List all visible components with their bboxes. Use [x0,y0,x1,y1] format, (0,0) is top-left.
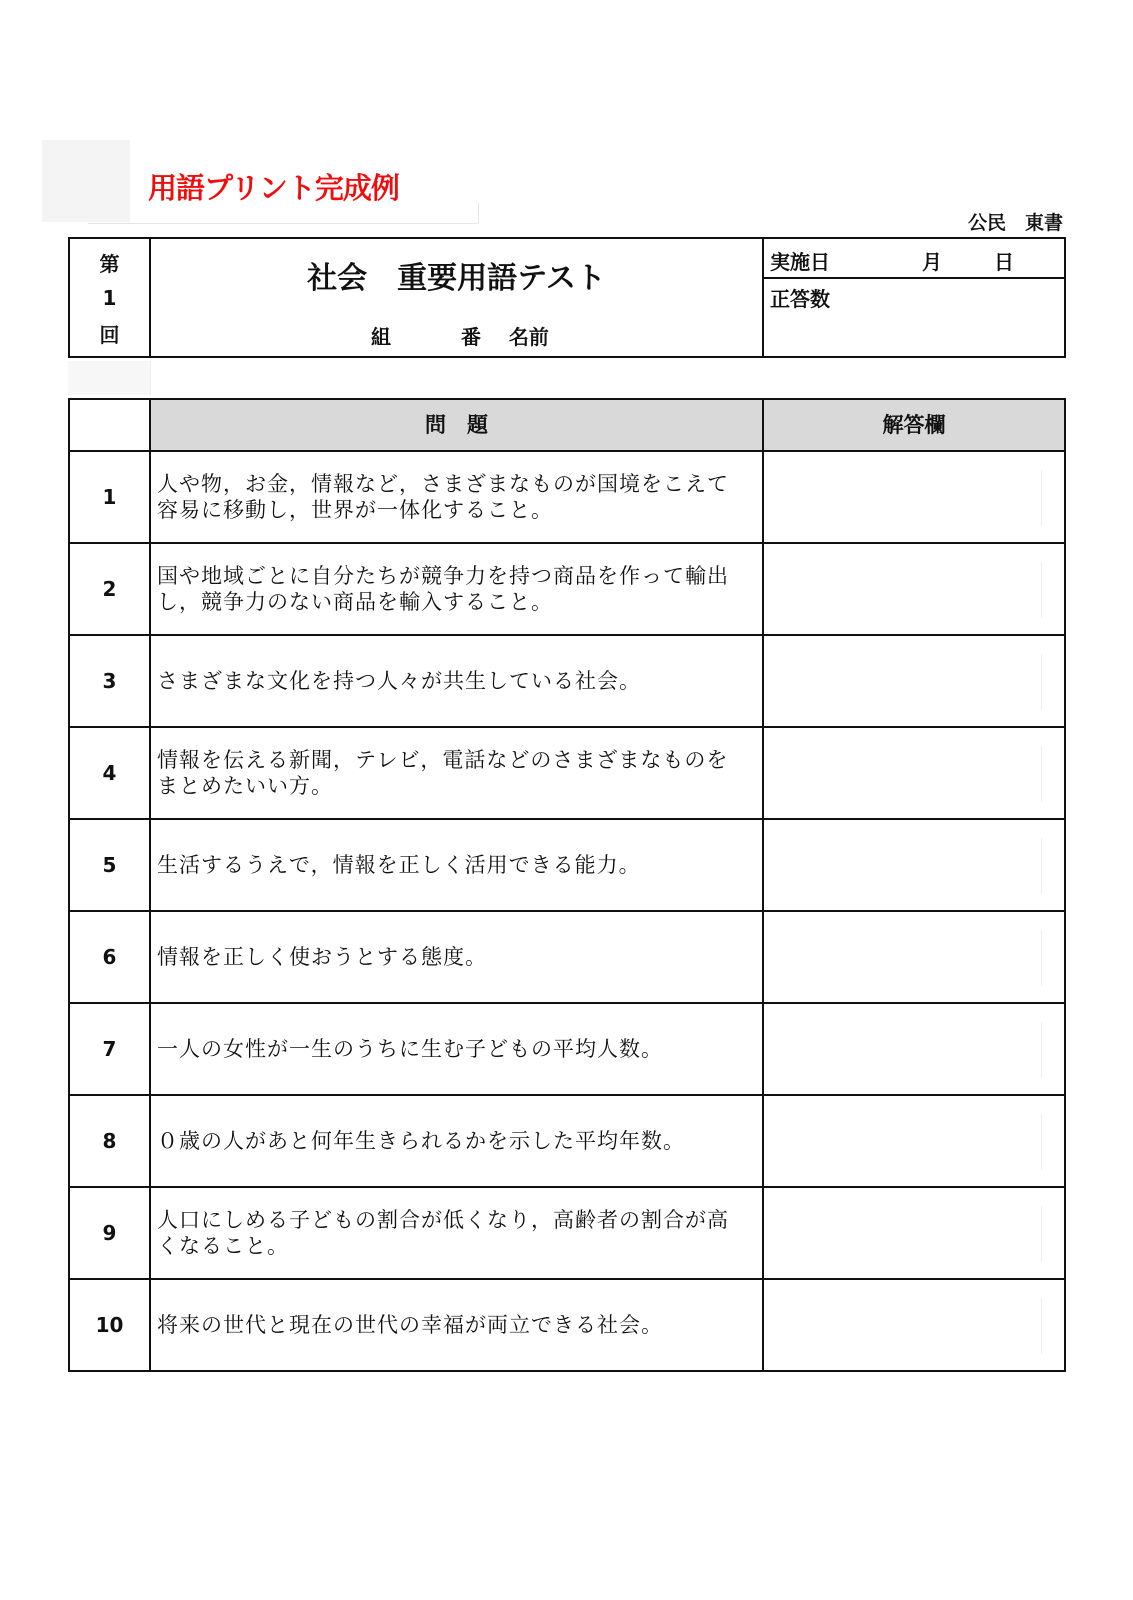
round-prefix: 第 [99,251,120,276]
question-text: 人口にしめる子どもの割合が低くなり，高齢者の割合が高くなること。 [151,1188,764,1278]
question-text: 生活するうえで，情報を正しく活用できる能力。 [151,820,764,910]
answer-field[interactable] [764,1004,1064,1094]
question-number: 2 [70,544,151,634]
question-number: 9 [70,1188,151,1278]
answer-field[interactable] [764,728,1064,818]
banner-title: 用語プリント完成例 [148,171,399,205]
answer-field[interactable] [764,1280,1064,1370]
table-row [70,636,1064,728]
question-text: 情報を正しく使おうとする態度。 [151,912,764,1002]
answer-column-header: 解答欄 [764,400,1064,450]
round-suffix: 回 [99,322,120,347]
month-label: 月 [922,250,942,274]
publisher-label: 公民 東書 [967,212,1063,234]
answer-field[interactable] [764,1188,1064,1278]
question-text: 一人の女性が一生のうちに生む子どもの平均人数。 [151,1004,764,1094]
question-number: 4 [70,728,151,818]
day-label: 日 [994,250,1014,274]
question-number: 6 [70,912,151,1002]
question-text: 人や物，お金，情報など，さまざまなものが国境をこえて容易に移動し，世界が一体化すること。 [151,452,764,542]
question-number: 3 [70,636,151,726]
question-text: 国や地域ごとに自分たちが競争力を持つ商品を作って輸出し，競争力のない商品を輸入すること。 [151,544,764,634]
question-text: 将来の世代と現在の世代の幸福が両立できる社会。 [151,1280,764,1370]
number-column-header [70,400,151,450]
date-score-cell [764,239,1064,356]
date-label: 実施日 [770,250,830,274]
question-text: 情報を伝える新聞，テレビ，電話などのさまざまなものをまとめたいい方。 [151,728,764,818]
table-row [70,1280,1064,1370]
student-info-row [371,321,549,350]
question-number: 1 [70,452,151,542]
table-row [70,1004,1064,1096]
answer-field[interactable] [764,1096,1064,1186]
faint-background-strip [68,361,150,395]
table-row [70,1188,1064,1280]
test-title: 社会 重要用語テスト [307,261,606,296]
class-label: 組 [371,325,391,349]
table-header-row [70,400,1064,452]
score-label: 正答数 [770,287,830,311]
answer-field[interactable] [764,820,1064,910]
table-row [70,912,1064,1004]
question-text: ０歳の人があと何年生きられるかを示した平均年数。 [151,1096,764,1186]
faint-divider [150,361,151,395]
round-number: 1 [102,285,117,310]
test-header [68,237,1066,358]
question-column-header: 問 題 [151,400,764,450]
table-row [70,452,1064,544]
question-number: 10 [70,1280,151,1370]
faint-background-box [42,140,130,222]
table-row [70,1096,1064,1188]
answer-field[interactable] [764,636,1064,726]
faint-divider [88,223,478,224]
question-number: 5 [70,820,151,910]
date-field[interactable] [764,239,1064,279]
question-text: さまざまな文化を持つ人々が共生している社会。 [151,636,764,726]
table-row [70,544,1064,636]
question-number: 7 [70,1004,151,1094]
question-table [68,398,1066,1372]
table-row [70,728,1064,820]
answer-field[interactable] [764,544,1064,634]
round-number-cell [70,239,151,356]
title-cell [151,239,764,356]
answer-field[interactable] [764,912,1064,1002]
name-label: 名前 [508,325,549,349]
table-row [70,820,1064,912]
answer-field[interactable] [764,452,1064,542]
faint-divider [478,203,479,223]
question-number: 8 [70,1096,151,1186]
number-label: 番 [460,325,481,349]
